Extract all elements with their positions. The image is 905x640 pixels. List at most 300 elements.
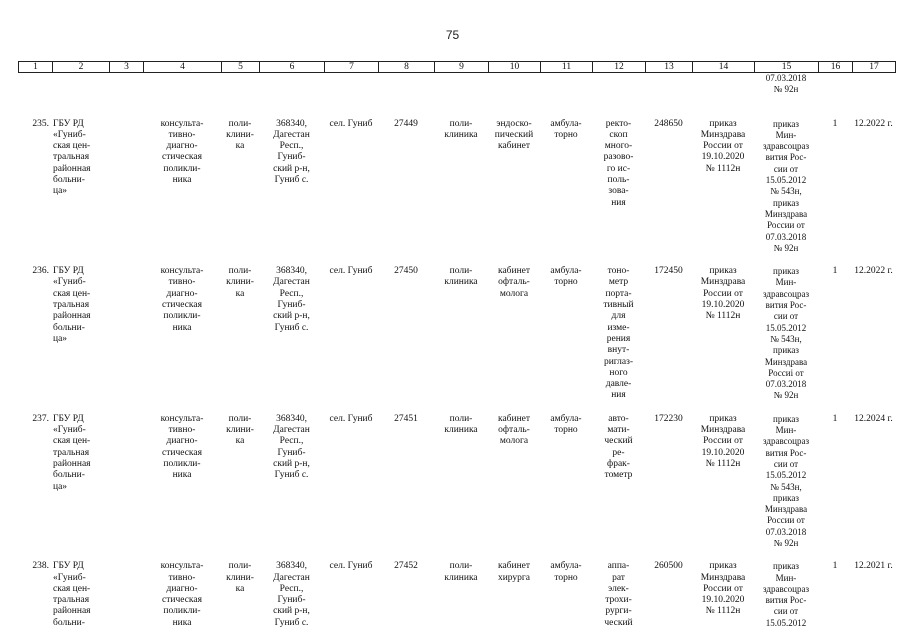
cell-line: приказ xyxy=(773,118,799,129)
cell-line: кабинет xyxy=(497,266,531,277)
cell-line: скоп xyxy=(609,129,628,140)
continuation-line: № 92н xyxy=(773,84,799,95)
cell-line: Дагестан xyxy=(273,425,310,436)
cell-line: фрак- xyxy=(607,458,630,469)
cell-line: Респ., xyxy=(279,436,304,447)
cell-c15 xyxy=(754,254,818,402)
cell-c1: 238. xyxy=(32,561,49,572)
cell-line: кабинет xyxy=(497,141,531,152)
cell-line: Минздрава xyxy=(700,129,746,140)
cell-line: России от xyxy=(703,141,743,152)
cell-line: здравсоцраз xyxy=(762,436,810,447)
cell-line: хирурга xyxy=(497,572,531,583)
cell-line: ния xyxy=(611,390,626,401)
empty-cell xyxy=(488,73,540,96)
cell-c9 xyxy=(434,254,488,402)
cell-line: ская цен- xyxy=(53,436,91,447)
cell-line: ческий xyxy=(604,617,633,628)
empty-cell xyxy=(52,73,109,96)
cell-line: ника xyxy=(172,617,192,628)
cell-line: риглаз- xyxy=(603,356,634,367)
cell-line: тоно- xyxy=(607,266,630,277)
cell-line: диагно- xyxy=(166,583,198,594)
cell-line: Мин- xyxy=(775,572,797,583)
cell-line: клиника xyxy=(444,572,478,583)
cell-line: Минздрава xyxy=(764,356,808,367)
header-col-16: 16 xyxy=(819,62,853,73)
cell-c14 xyxy=(692,254,754,402)
empty-cell xyxy=(18,73,52,96)
cell-line: диагно- xyxy=(166,141,198,152)
empty-cell xyxy=(259,73,324,96)
header-col-7: 7 xyxy=(325,62,379,73)
cell-line: Гуниб- xyxy=(277,300,306,311)
cell-line: вития Рос- xyxy=(765,447,807,458)
cell-line: районная xyxy=(53,163,91,174)
cell-line: 19.10.2020 xyxy=(701,595,745,606)
cell-c17 xyxy=(852,402,895,550)
cell-c17 xyxy=(852,96,895,255)
cell-line: России от xyxy=(767,220,805,231)
cell-line: порта- xyxy=(605,288,632,299)
cell-line: 15.05.2012 xyxy=(765,470,807,481)
cell-line: стическая xyxy=(162,152,202,163)
cell-line: ния xyxy=(611,197,626,208)
cell-line: больни- xyxy=(53,322,85,333)
cell-line: сел. Гуниб xyxy=(329,118,373,129)
cell-line: 1 xyxy=(832,118,838,129)
cell-line: Гуниб- xyxy=(277,595,306,606)
cell-c6 xyxy=(259,254,324,402)
cell-c7 xyxy=(324,549,378,629)
continuation-line: 07.03.2018 xyxy=(765,73,807,83)
cell-c4 xyxy=(143,402,221,550)
cell-line: 368340, xyxy=(276,561,307,572)
cell-line: клини- xyxy=(226,425,254,436)
empty-cell xyxy=(324,73,378,96)
cell-line: поли- xyxy=(228,118,252,129)
cell-line: поликли- xyxy=(163,311,201,322)
cell-line: торно xyxy=(554,425,578,436)
continuation-cell xyxy=(754,73,818,96)
cell-c8 xyxy=(378,402,434,550)
cell-line: Гуниб с. xyxy=(274,617,309,628)
cell-line: ский р-н, xyxy=(273,163,310,174)
cell-line: поли- xyxy=(449,561,473,572)
cell-line: клини- xyxy=(226,277,254,288)
cell-c12 xyxy=(592,254,645,402)
cell-line: авто- xyxy=(608,413,629,424)
cell-line: 248650 xyxy=(654,118,683,129)
cell-c15 xyxy=(754,549,818,629)
cell-line: ГБУ РД xyxy=(53,118,84,129)
cell-line: 12.2022 г. xyxy=(854,118,893,129)
cell-c13 xyxy=(645,402,692,550)
cell-line: ника xyxy=(172,322,192,333)
cell-c14 xyxy=(692,549,754,629)
cell-c4 xyxy=(143,254,221,402)
cell-line: № 1112н xyxy=(705,163,741,174)
header-col-1: 1 xyxy=(19,62,53,73)
cell-c5 xyxy=(221,549,259,629)
cell-c11 xyxy=(540,402,592,550)
cell-c9 xyxy=(434,402,488,550)
cell-line: Россиі от xyxy=(768,367,804,378)
header-col-10: 10 xyxy=(489,62,541,73)
cell-c9 xyxy=(434,549,488,629)
cell-line: России от xyxy=(703,583,743,594)
cell-c14 xyxy=(692,402,754,550)
cell-line: ректо- xyxy=(605,118,632,129)
cell-line: России от xyxy=(703,288,743,299)
cell-line: ческий xyxy=(604,436,633,447)
cell-line: поль- xyxy=(607,175,630,186)
cell-c1: 236. xyxy=(32,266,49,277)
cell-line: районная xyxy=(53,311,91,322)
cell-line: Гуниб- xyxy=(277,447,306,458)
cell-line: сел. Гуниб xyxy=(329,413,373,424)
header-col-15: 15 xyxy=(755,62,819,73)
cell-line: 1 xyxy=(832,266,838,277)
empty-cell xyxy=(645,73,692,96)
cell-c16 xyxy=(818,549,852,629)
cell-line: Респ., xyxy=(279,583,304,594)
empty-cell xyxy=(818,73,852,96)
cell-line: рурги- xyxy=(605,606,632,617)
cell-line: больни- xyxy=(53,175,85,186)
cell-line: 07.03.2018 xyxy=(765,231,807,242)
cell-c1: 235. xyxy=(32,118,49,129)
cell-line: здравсоцраз xyxy=(762,141,810,152)
cell-line: сии от xyxy=(773,163,799,174)
cell-line: амбула- xyxy=(550,413,582,424)
empty-cell xyxy=(221,73,259,96)
cell-line: клиника xyxy=(444,277,478,288)
cell-line: тивно- xyxy=(168,425,196,436)
cell-c13 xyxy=(645,254,692,402)
cell-line: ника xyxy=(172,470,192,481)
cell-c10 xyxy=(488,254,540,402)
cell-line: ка xyxy=(235,141,245,152)
cell-line: аппа- xyxy=(607,561,630,572)
cell-line: поли- xyxy=(449,413,473,424)
cell-line: молога xyxy=(499,288,529,299)
cell-line: приказ xyxy=(709,118,737,129)
cell-c10 xyxy=(488,96,540,255)
cell-line: Респ., xyxy=(279,141,304,152)
cell-line: вития Рос- xyxy=(765,595,807,606)
cell-line: ца» xyxy=(53,186,68,197)
cell-line: поликли- xyxy=(163,163,201,174)
cell-line: приказ xyxy=(773,197,799,208)
cell-line: № 543н, xyxy=(770,186,802,197)
cell-line: № 92н xyxy=(773,537,799,548)
cell-line: ский р-н, xyxy=(273,458,310,469)
cell-line: приказ xyxy=(709,561,737,572)
cell-line: Гуниб- xyxy=(277,152,306,163)
cell-c15 xyxy=(754,96,818,255)
cell-line: кабинет xyxy=(497,413,531,424)
cell-line: ка xyxy=(235,583,245,594)
cell-line: 260500 xyxy=(654,561,683,572)
cell-line: поли- xyxy=(449,118,473,129)
cell-c13 xyxy=(645,549,692,629)
cell-line: 12.2021 г. xyxy=(854,561,893,572)
cell-line: тральная xyxy=(53,447,90,458)
cell-line: Дагестан xyxy=(273,277,310,288)
cell-line: ГБУ РД xyxy=(53,561,84,572)
cell-c2 xyxy=(52,254,109,402)
cell-line: 27449 xyxy=(394,118,418,129)
cell-line: торно xyxy=(554,572,578,583)
cell-line: 27450 xyxy=(394,266,418,277)
cell-line: кабинет xyxy=(497,561,531,572)
cell-c16 xyxy=(818,96,852,255)
cell-c13 xyxy=(645,96,692,255)
cell-line: районная xyxy=(53,458,91,469)
cell-line: тральная xyxy=(53,300,90,311)
cell-line: сии от xyxy=(773,311,799,322)
header-col-5: 5 xyxy=(222,62,260,73)
cell-line: ника xyxy=(172,175,192,186)
cell-line: внут- xyxy=(607,345,630,356)
cell-c4 xyxy=(143,96,221,255)
cell-line: рат xyxy=(612,572,625,583)
cell-line: 368340, xyxy=(276,118,307,129)
cell-line: изме- xyxy=(607,322,630,333)
cell-line: тивно- xyxy=(168,129,196,140)
cell-line: Минздрава xyxy=(700,277,746,288)
cell-line: ская цен- xyxy=(53,288,91,299)
cell-line: России от xyxy=(767,515,805,526)
header-col-11: 11 xyxy=(541,62,593,73)
continuation-row xyxy=(18,73,895,96)
cell-line: № 92н xyxy=(773,242,799,253)
cell-line: больни- xyxy=(53,470,85,481)
cell-line: приказ xyxy=(773,266,799,277)
cell-line: 12.2022 г. xyxy=(854,266,893,277)
cell-line: России от xyxy=(703,436,743,447)
cell-c15 xyxy=(754,402,818,550)
cell-line: 368340, xyxy=(276,266,307,277)
equipment-table xyxy=(18,73,895,629)
cell-line: клини- xyxy=(226,572,254,583)
cell-line: 15.05.2012 xyxy=(765,322,807,333)
cell-line: 27452 xyxy=(394,561,418,572)
cell-line: 368340, xyxy=(276,413,307,424)
empty-cell xyxy=(434,73,488,96)
cell-c12 xyxy=(592,402,645,550)
header-col-2: 2 xyxy=(53,62,110,73)
cell-line: Гуниб с. xyxy=(274,470,309,481)
cell-line: ка xyxy=(235,288,245,299)
cell-line: давле- xyxy=(605,379,632,390)
cell-line: молога xyxy=(499,436,529,447)
cell-line: 19.10.2020 xyxy=(701,447,745,458)
cell-line: офталь- xyxy=(498,425,530,436)
cell-line: приказ xyxy=(773,561,799,572)
cell-c7 xyxy=(324,254,378,402)
cell-line: № 543н, xyxy=(770,481,802,492)
cell-line: «Гуниб- xyxy=(53,277,86,288)
cell-c9 xyxy=(434,96,488,255)
cell-c10 xyxy=(488,549,540,629)
header-col-8: 8 xyxy=(379,62,435,73)
cell-line: 1 xyxy=(832,413,838,424)
cell-c2 xyxy=(52,549,109,629)
empty-cell xyxy=(109,73,143,96)
cell-line: клини- xyxy=(226,129,254,140)
cell-line: ка xyxy=(235,436,245,447)
cell-line: амбула- xyxy=(550,266,582,277)
header-col-13: 13 xyxy=(646,62,693,73)
cell-line: Мин- xyxy=(775,129,797,140)
cell-line: сии от xyxy=(773,606,799,617)
cell-line: № 543н, xyxy=(770,333,802,344)
cell-line: амбула- xyxy=(550,561,582,572)
cell-line: тометр xyxy=(604,470,633,481)
cell-c6 xyxy=(259,549,324,629)
cell-line: Минздрава xyxy=(700,425,746,436)
cell-line: районная xyxy=(53,606,91,617)
cell-line: поликли- xyxy=(163,458,201,469)
cell-line: элек- xyxy=(608,583,629,594)
cell-c17 xyxy=(852,254,895,402)
cell-c8 xyxy=(378,96,434,255)
cell-line: Гуниб с. xyxy=(274,322,309,333)
table-row xyxy=(18,549,895,629)
cell-line: приказ xyxy=(773,345,799,356)
cell-line: сии от xyxy=(773,458,799,469)
cell-line: приказ xyxy=(709,413,737,424)
cell-c16 xyxy=(818,402,852,550)
cell-line: 07.03.2018 xyxy=(765,379,807,390)
cell-line: стическая xyxy=(162,300,202,311)
empty-cell xyxy=(378,73,434,96)
cell-line: ГБУ РД xyxy=(53,413,84,424)
cell-c3 xyxy=(109,402,143,550)
column-number-header xyxy=(18,61,896,73)
cell-line: «Гуниб- xyxy=(53,425,86,436)
cell-line: поликли- xyxy=(163,606,201,617)
cell-line: сел. Гуниб xyxy=(329,266,373,277)
cell-c10 xyxy=(488,402,540,550)
cell-c6 xyxy=(259,402,324,550)
cell-line: тральная xyxy=(53,595,90,606)
cell-line: Минздрава xyxy=(700,572,746,583)
cell-line: Мин- xyxy=(775,277,797,288)
cell-line: 1 xyxy=(832,561,838,572)
cell-line: «Гуниб- xyxy=(53,129,86,140)
cell-line: клиника xyxy=(444,425,478,436)
empty-cell xyxy=(852,73,895,96)
cell-line: 19.10.2020 xyxy=(701,152,745,163)
cell-line: Минздрава xyxy=(764,208,808,219)
cell-c5 xyxy=(221,254,259,402)
cell-line: № 92н xyxy=(773,390,799,401)
cell-c14 xyxy=(692,96,754,255)
header-col-17: 17 xyxy=(853,62,896,73)
cell-line: 15.05.2012 xyxy=(765,175,807,186)
cell-line: торно xyxy=(554,129,578,140)
cell-line: эндоско- xyxy=(496,118,532,129)
cell-line: зова- xyxy=(608,186,629,197)
cell-line: для xyxy=(611,311,626,322)
header-col-4: 4 xyxy=(144,62,222,73)
cell-line: Мин- xyxy=(775,425,797,436)
page-number: 75 xyxy=(445,28,460,42)
header-col-3: 3 xyxy=(110,62,144,73)
cell-line: консульта- xyxy=(160,266,204,277)
cell-line: Дагестан xyxy=(273,572,310,583)
cell-line: стическая xyxy=(162,595,202,606)
cell-line: ская цен- xyxy=(53,583,91,594)
cell-c16 xyxy=(818,254,852,402)
cell-line: тральная xyxy=(53,152,90,163)
empty-cell xyxy=(143,73,221,96)
cell-c11 xyxy=(540,96,592,255)
cell-line: амбула- xyxy=(550,118,582,129)
cell-line: 15.05.2012 xyxy=(765,617,807,628)
cell-line: Минздрава xyxy=(764,504,808,515)
cell-c8 xyxy=(378,549,434,629)
cell-line: поли- xyxy=(228,266,252,277)
cell-line: консульта- xyxy=(160,413,204,424)
cell-line: приказ xyxy=(773,413,799,424)
cell-line: 172450 xyxy=(654,266,683,277)
cell-line: ного xyxy=(609,367,628,378)
cell-line: клиника xyxy=(444,129,478,140)
cell-line: сел. Гуниб xyxy=(329,561,373,572)
cell-line: мати- xyxy=(607,425,630,436)
cell-line: диагно- xyxy=(166,288,198,299)
cell-line: № 1112н xyxy=(705,311,741,322)
cell-line: больни- xyxy=(53,617,85,628)
cell-line: ская цен- xyxy=(53,141,91,152)
cell-line: 12.2024 г. xyxy=(854,413,893,424)
header-col-14: 14 xyxy=(693,62,755,73)
cell-c11 xyxy=(540,254,592,402)
cell-c2 xyxy=(52,96,109,255)
cell-line: много- xyxy=(604,141,633,152)
cell-c3 xyxy=(109,254,143,402)
cell-c5 xyxy=(221,402,259,550)
cell-line: метр xyxy=(608,277,629,288)
header-row xyxy=(19,62,896,73)
cell-c2 xyxy=(52,402,109,550)
cell-c12 xyxy=(592,96,645,255)
cell-line: ре- xyxy=(612,447,625,458)
cell-line: 27451 xyxy=(394,413,418,424)
header-col-12: 12 xyxy=(593,62,646,73)
table-row xyxy=(18,96,895,255)
empty-cell xyxy=(692,73,754,96)
cell-line: Респ., xyxy=(279,288,304,299)
cell-line: ца» xyxy=(53,481,68,492)
cell-c1: 237. xyxy=(32,413,49,424)
table-row xyxy=(18,254,895,402)
cell-line: тивный xyxy=(603,300,634,311)
cell-c17 xyxy=(852,549,895,629)
cell-line: поли- xyxy=(228,561,252,572)
cell-line: 19.10.2020 xyxy=(701,300,745,311)
cell-line: № 1112н xyxy=(705,458,741,469)
cell-line: консульта- xyxy=(160,118,204,129)
cell-line: ГБУ РД xyxy=(53,266,84,277)
cell-line: Дагестан xyxy=(273,129,310,140)
cell-line: рения xyxy=(606,333,631,344)
cell-line: консульта- xyxy=(160,561,204,572)
